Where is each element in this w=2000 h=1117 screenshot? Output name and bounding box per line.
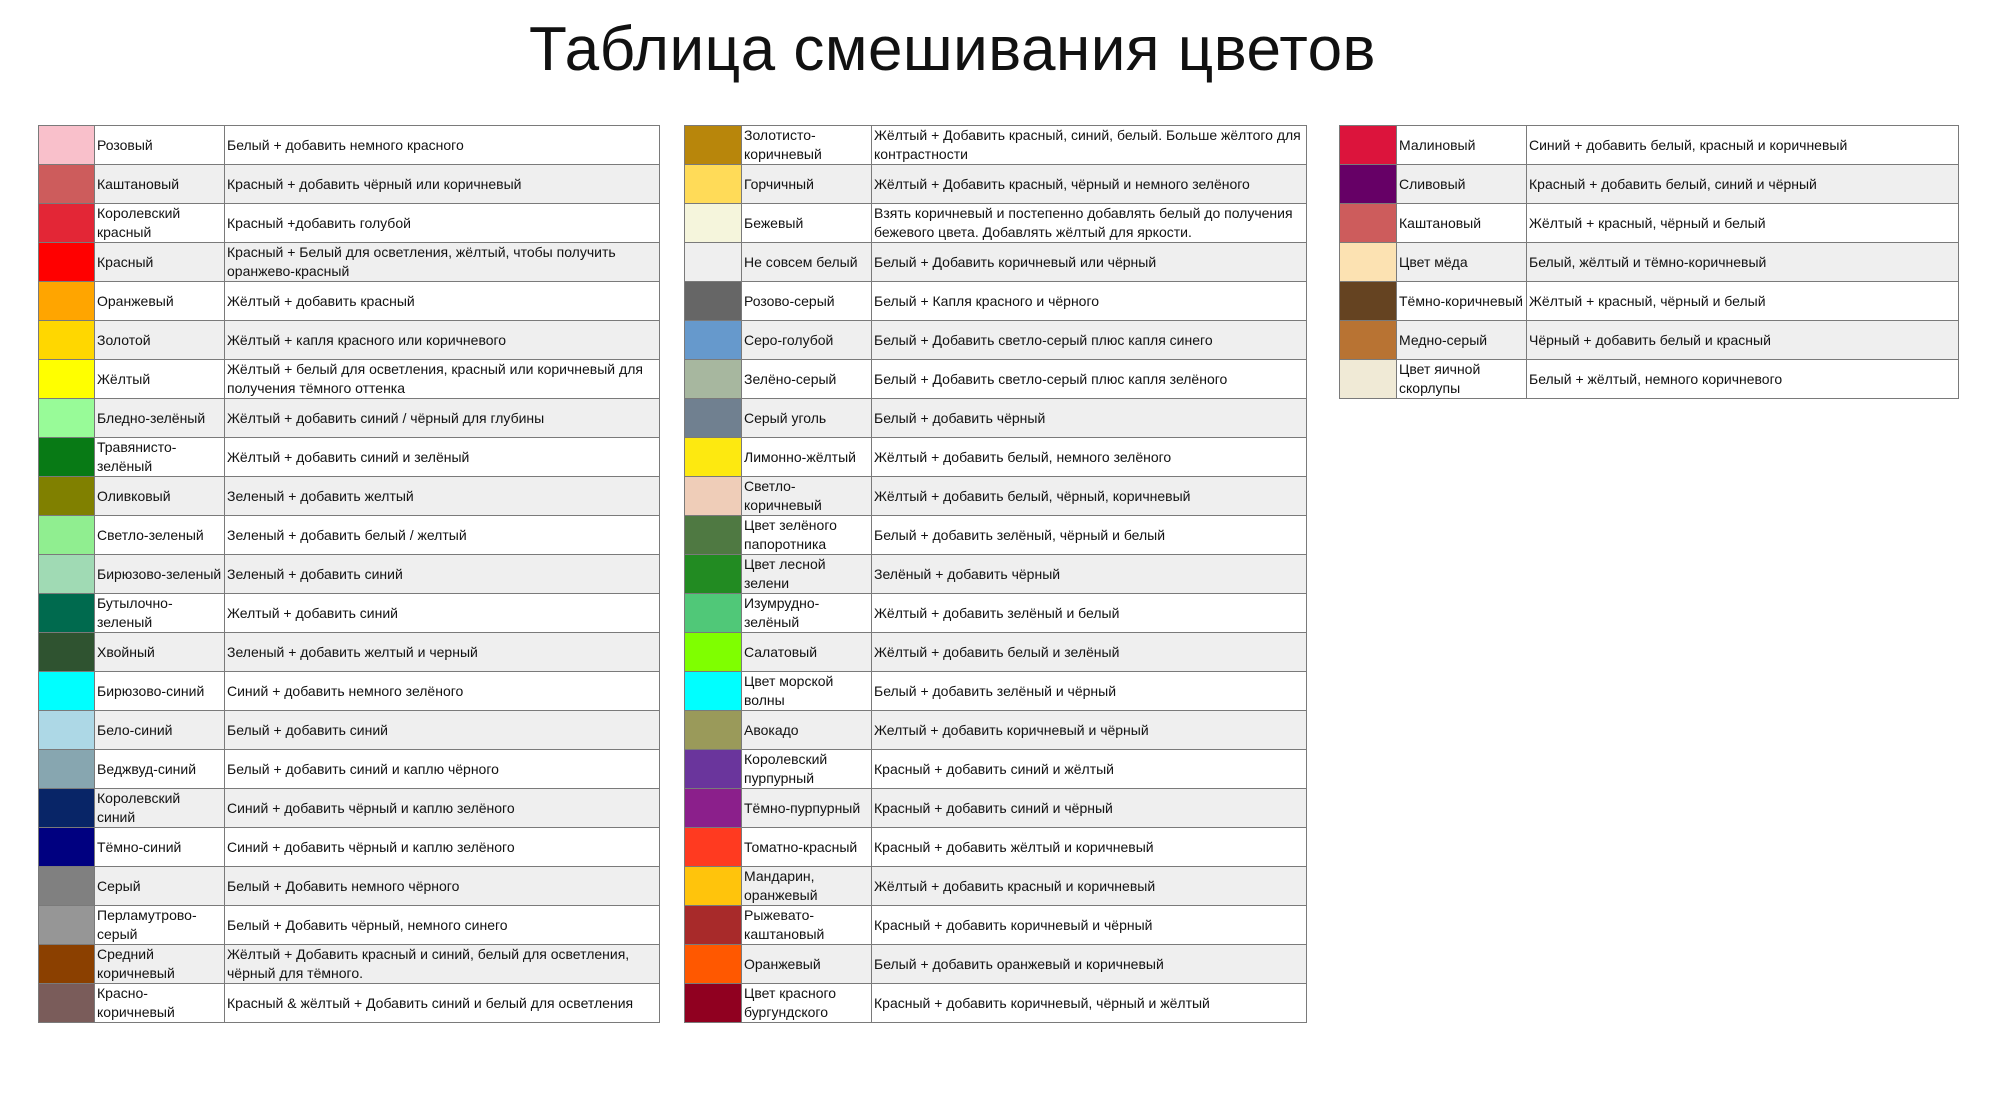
mix-recipe: Жёлтый + красный, чёрный и белый [1527,282,1959,321]
mix-recipe: Белый, жёлтый и тёмно-коричневый [1527,243,1959,282]
color-swatch [685,828,742,867]
color-swatch [39,984,95,1023]
color-name: Бирюзово-зеленый [95,555,225,594]
color-swatch [1340,204,1397,243]
table-row [685,321,1307,360]
color-name: Бледно-зелёный [95,399,225,438]
table-row [685,594,1307,633]
color-name: Бирюзово-синий [95,672,225,711]
color-name: Цвет красного бургундского [742,984,872,1023]
table-row [39,438,660,477]
color-swatch [685,477,742,516]
color-name: Оливковый [95,477,225,516]
mix-recipe: Белый + Добавить светло-серый плюс капля зелёного [872,360,1307,399]
mix-recipe: Белый + жёлтый, немного коричневого [1527,360,1959,399]
table-row [1340,126,1959,165]
table-row [1340,204,1959,243]
table-row [39,516,660,555]
color-swatch [1340,321,1397,360]
mix-recipe: Белый + Добавить коричневый или чёрный [872,243,1307,282]
color-swatch [685,360,742,399]
color-name: Малиновый [1397,126,1527,165]
color-name: Салатовый [742,633,872,672]
table-row [39,945,660,984]
color-swatch [685,750,742,789]
color-swatch [685,906,742,945]
mix-recipe: Белый + Добавить чёрный, немного синего [225,906,660,945]
table-row [39,750,660,789]
color-name: Средний коричневый [95,945,225,984]
mix-recipe: Красный + добавить белый, синий и чёрный [1527,165,1959,204]
mix-recipe: Жёлтый + Добавить красный, синий, белый. Больше жёлтого для контрастности [872,126,1307,165]
color-swatch [685,321,742,360]
color-name: Красный [95,243,225,282]
color-name: Цвет морской волны [742,672,872,711]
table-row [39,906,660,945]
mix-recipe: Жёлтый + добавить синий и зелёный [225,438,660,477]
mix-recipe: Белый + добавить зелёный и чёрный [872,672,1307,711]
color-name: Медно-серый [1397,321,1527,360]
color-name: Лимонно-жёлтый [742,438,872,477]
color-swatch [39,399,95,438]
mix-recipe: Жёлтый + Добавить красный, чёрный и немного зелёного [872,165,1307,204]
color-name: Бело-синий [95,711,225,750]
mix-recipe: Белый + добавить оранжевый и коричневый [872,945,1307,984]
color-swatch [685,126,742,165]
color-swatch [39,243,95,282]
table-row [39,243,660,282]
color-swatch [685,594,742,633]
mix-recipe: Зелёный + добавить чёрный [872,555,1307,594]
color-name: Оранжевый [95,282,225,321]
table-row [39,399,660,438]
table-row [39,204,660,243]
table-row [1340,282,1959,321]
table-row [39,360,660,399]
color-swatch [39,828,95,867]
table-row [685,438,1307,477]
color-name: Королевский синий [95,789,225,828]
color-swatch [685,165,742,204]
color-swatch [39,438,95,477]
mix-recipe: Жёлтый + белый для осветления, красный или коричневый для получения тёмного оттенка [225,360,660,399]
color-name: Светло-коричневый [742,477,872,516]
table-row [39,282,660,321]
color-swatch [685,867,742,906]
mix-recipe: Жёлтый + добавить белый, чёрный, коричневый [872,477,1307,516]
table-row [39,711,660,750]
mix-recipe: Красный + добавить чёрный или коричневый [225,165,660,204]
table-row [39,984,660,1023]
mix-recipe: Желтый + добавить коричневый и чёрный [872,711,1307,750]
table-row [685,360,1307,399]
mix-recipe: Зеленый + добавить белый / желтый [225,516,660,555]
mix-recipe: Зеленый + добавить синий [225,555,660,594]
color-name: Каштановый [95,165,225,204]
color-swatch [39,126,95,165]
table-row [685,555,1307,594]
color-swatch [685,555,742,594]
mix-recipe: Зеленый + добавить желтый и черный [225,633,660,672]
mix-recipe: Чёрный + добавить белый и красный [1527,321,1959,360]
table-row [685,204,1307,243]
page-title: Таблица смешивания цветов [529,15,1376,84]
mix-recipe: Жёлтый + Добавить красный и синий, белый для осветления, чёрный для тёмного. [225,945,660,984]
mix-recipe: Жёлтый + добавить красный и коричневый [872,867,1307,906]
color-swatch [685,711,742,750]
color-name: Веджвуд-синий [95,750,225,789]
mix-recipe: Взять коричневый и постепенно добавлять белый до получения бежевого цвета. Добавлять жёлтый для яркости. [872,204,1307,243]
color-name: Цвет зелёного папоротника [742,516,872,555]
mix-recipe: Белый + Капля красного и чёрного [872,282,1307,321]
color-name: Бутылочно-зеленый [95,594,225,633]
color-swatch [39,360,95,399]
table-row [685,750,1307,789]
color-swatch [39,516,95,555]
color-name: Зелёно-серый [742,360,872,399]
color-name: Томатно-красный [742,828,872,867]
color-swatch [39,321,95,360]
table-row [1340,165,1959,204]
mix-recipe: Жёлтый + добавить зелёный и белый [872,594,1307,633]
mix-recipe: Белый + добавить синий и каплю чёрного [225,750,660,789]
mix-recipe: Белый + добавить синий [225,711,660,750]
table-row [39,321,660,360]
color-name: Хвойный [95,633,225,672]
color-swatch [39,867,95,906]
mix-recipe: Жёлтый + добавить белый и зелёный [872,633,1307,672]
color-swatch [39,789,95,828]
color-swatch [39,945,95,984]
table-row [685,672,1307,711]
color-name: Сливовый [1397,165,1527,204]
mix-recipe: Желтый + добавить синий [225,594,660,633]
color-swatch [685,516,742,555]
mix-recipe: Жёлтый + добавить красный [225,282,660,321]
table-row [39,672,660,711]
table-row [685,243,1307,282]
table-row [685,867,1307,906]
table-row [39,477,660,516]
color-name: Горчичный [742,165,872,204]
color-name: Тёмно-синий [95,828,225,867]
color-name: Королевский пурпурный [742,750,872,789]
color-name: Тёмно-пурпурный [742,789,872,828]
color-swatch [39,165,95,204]
color-name: Перламутрово-серый [95,906,225,945]
color-name: Бежевый [742,204,872,243]
color-swatch [685,399,742,438]
color-swatch [1340,282,1397,321]
table-row [685,126,1307,165]
color-name: Рыжевато-каштановый [742,906,872,945]
table-row [685,516,1307,555]
color-name: Цвет лесной зелени [742,555,872,594]
color-swatch [685,438,742,477]
table-row [39,165,660,204]
mix-recipe: Белый + Добавить светло-серый плюс капля синего [872,321,1307,360]
color-swatch [39,282,95,321]
table-row [685,906,1307,945]
color-swatch [1340,165,1397,204]
color-name: Серый уголь [742,399,872,438]
color-name: Не совсем белый [742,243,872,282]
mix-recipe: Жёлтый + капля красного или коричневого [225,321,660,360]
color-name: Розово-серый [742,282,872,321]
color-name: Розовый [95,126,225,165]
table-row [685,984,1307,1023]
mix-recipe: Красный + добавить синий и жёлтый [872,750,1307,789]
table-row [39,867,660,906]
color-name: Травянисто-зелёный [95,438,225,477]
color-swatch [39,594,95,633]
mix-recipe: Синий + добавить белый, красный и коричневый [1527,126,1959,165]
mix-recipe: Красный & жёлтый + Добавить синий и белый для осветления [225,984,660,1023]
color-name: Цвет мёда [1397,243,1527,282]
table-row [39,633,660,672]
color-name: Серый [95,867,225,906]
color-name: Жёлтый [95,360,225,399]
table-row [39,594,660,633]
table-row [685,828,1307,867]
mix-recipe: Красный +добавить голубой [225,204,660,243]
mix-recipe: Синий + добавить чёрный и каплю зелёного [225,789,660,828]
color-swatch [685,204,742,243]
mix-recipe: Красный + добавить коричневый, чёрный и жёлтый [872,984,1307,1023]
table-row [1340,360,1959,399]
color-name: Оранжевый [742,945,872,984]
color-swatch [1340,360,1397,399]
color-swatch [685,672,742,711]
color-name: Тёмно-коричневый [1397,282,1527,321]
color-swatch [39,672,95,711]
color-name: Красно-коричневый [95,984,225,1023]
table-row [685,477,1307,516]
color-swatch [685,633,742,672]
color-swatch [39,906,95,945]
table-row [685,789,1307,828]
table-row [39,555,660,594]
color-name: Каштановый [1397,204,1527,243]
mix-recipe: Жёлтый + добавить белый, немного зелёного [872,438,1307,477]
table-row [1340,321,1959,360]
color-swatch [685,789,742,828]
mix-recipe: Жёлтый + красный, чёрный и белый [1527,204,1959,243]
table-row [685,282,1307,321]
color-name: Авокадо [742,711,872,750]
color-name: Светло-зеленый [95,516,225,555]
color-name: Мандарин, оранжевый [742,867,872,906]
color-swatch [39,204,95,243]
color-table-2 [684,125,1307,1023]
color-table-1 [38,125,660,1023]
color-table-3 [1339,125,1959,399]
table-row [685,633,1307,672]
mix-recipe: Синий + добавить чёрный и каплю зелёного [225,828,660,867]
color-swatch [685,945,742,984]
color-name: Золотой [95,321,225,360]
color-swatch [685,984,742,1023]
mix-recipe: Красный + Белый для осветления, жёлтый, чтобы получить оранжево-красный [225,243,660,282]
color-name: Цвет яичной скорлупы [1397,360,1527,399]
color-swatch [39,711,95,750]
color-swatch [1340,126,1397,165]
table-row [685,399,1307,438]
table-row [685,711,1307,750]
mix-recipe: Красный + добавить коричневый и чёрный [872,906,1307,945]
color-swatch [39,750,95,789]
color-name: Королевский красный [95,204,225,243]
color-swatch [39,633,95,672]
color-swatch [685,243,742,282]
mix-recipe: Белый + добавить немного красного [225,126,660,165]
color-name: Золотисто-коричневый [742,126,872,165]
mix-recipe: Жёлтый + добавить синий / чёрный для глубины [225,399,660,438]
color-swatch [39,477,95,516]
mix-recipe: Красный + добавить жёлтый и коричневый [872,828,1307,867]
color-name: Серо-голубой [742,321,872,360]
table-row [39,828,660,867]
mix-recipe: Зеленый + добавить желтый [225,477,660,516]
mix-recipe: Синий + добавить немного зелёного [225,672,660,711]
table-row [39,789,660,828]
color-swatch [1340,243,1397,282]
table-row [39,126,660,165]
color-swatch [39,555,95,594]
mix-recipe: Белый + добавить чёрный [872,399,1307,438]
color-name: Изумрудно-зелёный [742,594,872,633]
table-row [1340,243,1959,282]
mix-recipe: Красный + добавить синий и чёрный [872,789,1307,828]
mix-recipe: Белый + Добавить немного чёрного [225,867,660,906]
color-swatch [685,282,742,321]
mix-recipe: Белый + добавить зелёный, чёрный и белый [872,516,1307,555]
table-row [685,945,1307,984]
table-row [685,165,1307,204]
